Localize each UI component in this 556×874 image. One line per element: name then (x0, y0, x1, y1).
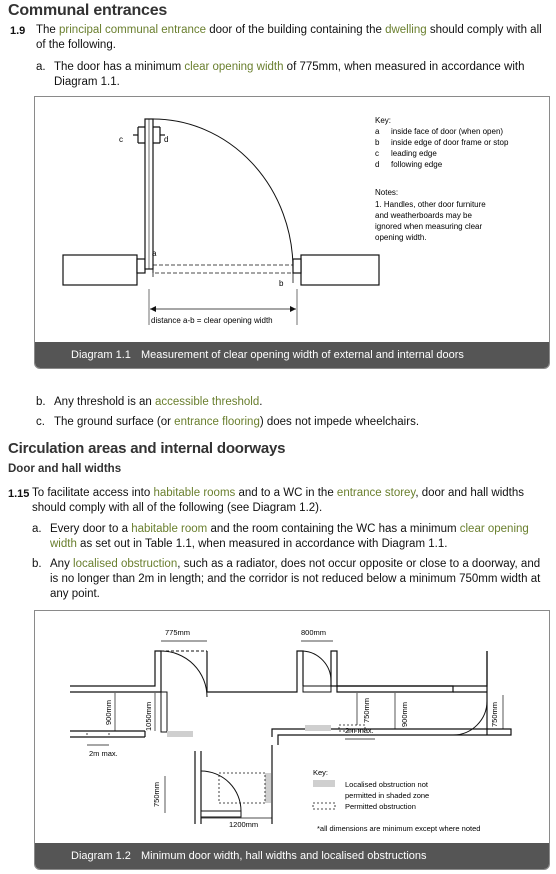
section-heading-circulation: Circulation areas and internal doorways (8, 440, 286, 457)
key-letter: b (375, 138, 380, 147)
text: of 775mm, when measured in accordance with Diagram 1.1. (54, 61, 525, 88)
key-text: following edge (391, 160, 443, 169)
text: Any threshold is an (54, 396, 156, 408)
door-swing-bottom (201, 771, 241, 811)
key-title: Key: (313, 768, 329, 777)
label-a: a (152, 249, 157, 258)
paragraph-number: 1.9 (10, 25, 26, 37)
caption-text: Minimum door width, hall widths and localised obstructions (141, 850, 427, 862)
shaded-zone (305, 725, 331, 731)
glossary-link[interactable]: accessible threshold (155, 396, 260, 408)
list-item-b (54, 395, 544, 410)
glossary-link[interactable]: habitable rooms (153, 487, 236, 499)
text: Any (50, 558, 74, 570)
key-text: Localised obstruction not (345, 780, 428, 789)
key-text: Permitted obstruction (345, 802, 416, 811)
right-frame-stop (293, 259, 301, 273)
text: . (259, 396, 263, 408)
door-opening-drawing (35, 97, 549, 342)
door-swing-800 (303, 651, 331, 681)
note-line: ignored when measuring clear (375, 222, 483, 231)
permitted-obstruction (219, 773, 265, 803)
section-heading-communal-entrances: Communal entrances (8, 2, 168, 19)
dim-900-mid: 900mm (400, 701, 409, 727)
note-line: opening width. (375, 233, 427, 242)
left-frame-stop (137, 259, 145, 273)
text: Every door to a (50, 523, 132, 535)
label-c: c (119, 135, 123, 144)
note-line: and weatherboards may be (375, 211, 472, 220)
text: The (36, 24, 60, 36)
list-letter: c. (36, 416, 45, 428)
door-swing-775 (161, 651, 207, 697)
diagram-caption (35, 843, 549, 869)
dim-1050: 1050mm (144, 701, 153, 731)
glossary-link[interactable]: entrance storey (336, 487, 416, 499)
dim-2m-left: 2m max. (89, 749, 118, 758)
text: door of the building containing the (206, 24, 386, 36)
glossary-link[interactable]: localised obstruction (73, 558, 178, 570)
list-letter: b. (36, 396, 46, 408)
key-text: inside face of door (when open) (391, 127, 504, 136)
notes-title: Notes: (375, 188, 399, 197)
key-letter: c (375, 149, 379, 158)
paragraph-number: 1.15 (8, 488, 30, 500)
note-line: 1. Handles, other door furniture (375, 200, 486, 209)
door-swing-arc (153, 119, 293, 269)
subheading-door-hall-widths: Door and hall widths (8, 463, 122, 475)
text: The door has a minimum (54, 61, 185, 73)
closed-door-position (153, 265, 293, 273)
key-dashed-swatch (313, 803, 335, 809)
wall-bottom-left (195, 751, 201, 824)
wall-upper-mid (207, 651, 303, 692)
text: , door and hall widths should comply with all of the following (see Diagram 1.2). (32, 487, 525, 514)
glossary-link[interactable]: clear opening width (50, 523, 529, 550)
key-letter: d (375, 160, 380, 169)
text: and to a WC in the (235, 487, 337, 499)
caption-label: Diagram 1.1 (71, 349, 131, 361)
key-shaded-swatch (313, 780, 335, 787)
label-d: d (164, 135, 169, 144)
glossary-link[interactable]: entrance flooring (174, 416, 260, 428)
handle-c (138, 127, 145, 143)
paragraph-1-15 (32, 486, 548, 516)
list-item-c (54, 415, 544, 430)
text: To facilitate access into (32, 487, 154, 499)
text: and the room containing the WC has a minimum (207, 523, 460, 535)
glossary-link[interactable]: habitable room (131, 523, 208, 535)
list-item-b (50, 557, 548, 602)
key-title: Key: (375, 116, 392, 125)
key-text: permitted in shaded zone (345, 791, 430, 800)
text: , such as a radiator, does not occur opposite or close to a doorway, and is no longer than 2m in length; and the corridor is not reduced below a minimum 750mm width at any point. (50, 558, 541, 600)
footnote: *all dimensions are minimum except where noted (317, 824, 481, 833)
wall-upper-left (70, 651, 161, 692)
list-item-a (50, 522, 548, 552)
key-text: leading edge (391, 149, 437, 158)
dim-750-right: 750mm (490, 701, 499, 727)
key-letter: a (375, 127, 380, 136)
paragraph-1-9 (36, 23, 548, 53)
list-letter: b. (32, 558, 42, 570)
glossary-link[interactable]: principal communal entrance (59, 24, 207, 36)
hall-widths-drawing (35, 611, 549, 843)
right-wall (301, 255, 379, 285)
shaded-zone (265, 773, 271, 803)
door-swing-right (453, 701, 487, 735)
caption-text: Measurement of clear opening width of external and internal doors (141, 349, 464, 361)
dim-900-left: 900mm (104, 699, 113, 725)
diagram-1-1 (34, 96, 550, 369)
permitted-obstruction (87, 731, 109, 737)
key-text: inside edge of door frame or stop (391, 138, 509, 147)
label-b: b (279, 279, 284, 288)
dim-2m-mid: 2m max. (345, 726, 374, 735)
diagram-1-2 (34, 610, 550, 870)
dim-750-mid: 750mm (362, 697, 371, 723)
diagram-caption (35, 342, 549, 368)
caption-label: Diagram 1.2 (71, 850, 131, 862)
left-wall (63, 255, 137, 285)
text: as set out in Table 1.1, when measured in accordance with Diagram 1.1. (76, 538, 448, 550)
shaded-zone (167, 731, 193, 737)
handle-d (153, 127, 160, 143)
dim-1200: 1200mm (229, 820, 259, 829)
list-letter: a. (32, 523, 42, 535)
text: ) does not impede wheelchairs. (259, 416, 420, 428)
glossary-link[interactable]: clear opening width (184, 61, 284, 73)
wall-lower-right (272, 729, 511, 745)
text: should comply with all of the following. (36, 24, 542, 51)
list-item-a (54, 60, 544, 90)
dim-750-bottom: 750mm (152, 781, 161, 807)
dim-775: 775mm (165, 628, 191, 637)
wall-lower-left (70, 731, 145, 737)
dim-800: 800mm (301, 628, 327, 637)
open-door-leaf (133, 119, 165, 269)
list-letter: a. (36, 61, 46, 73)
glossary-link[interactable]: dwelling (385, 24, 427, 36)
text: The ground surface (or (54, 416, 175, 428)
distance-label: distance a-b = clear opening width (151, 316, 273, 325)
